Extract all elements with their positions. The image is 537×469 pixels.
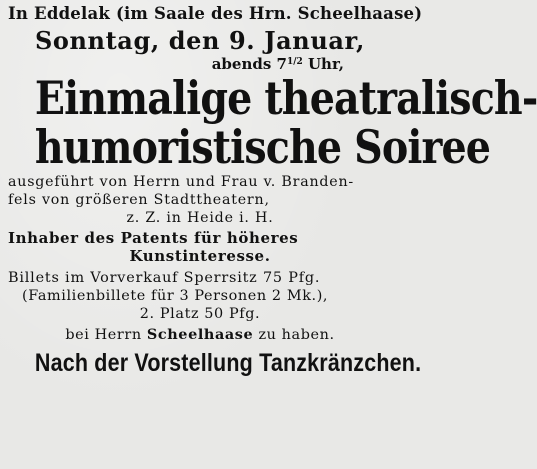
performers-line-1: ausgeführt von Herrn und Frau v. Branden- [8,173,355,190]
second-place-line: 2. Platz 50 Pfg. [139,305,261,322]
family-tickets-line: (Familienbillete für 3 Personen 2 Mk.), [22,287,329,304]
haben-prefix: bei Herrn [65,327,147,344]
date-line: Sonntag, den 9. Januar, [34,25,366,55]
billets-line: Billets im Vorverkauf Sperrsitz 75 Pfg. [8,270,321,287]
performers-line-2: fels von größeren Stadttheatern, [8,191,270,208]
patent-line-1: Inhaber des Patents für höheres [8,229,299,248]
time-fraction: 1/2 [286,56,303,67]
haben-suffix: zu haben. [253,327,335,344]
performers-line-3: z. Z. in Heide i. H. [126,209,274,226]
closing-line: Nach der Vorstellung Tanzkränzchen. [34,348,422,377]
location-line: In Eddelak (im Saale des Hrn. Scheelhaase) [8,4,423,23]
time-prefix: abends 7 [211,54,287,73]
purchase-location-line [8,328,392,342]
haben-name: Scheelhaase [146,326,254,344]
time-line [8,54,392,73]
time-suffix: Uhr, [302,54,344,73]
headline-line-2: humoristische Soiree [34,119,491,174]
patent-line-2: Kunstinteresse. [129,247,271,266]
headline-line-1: Einmalige theatralisch- [34,70,537,125]
